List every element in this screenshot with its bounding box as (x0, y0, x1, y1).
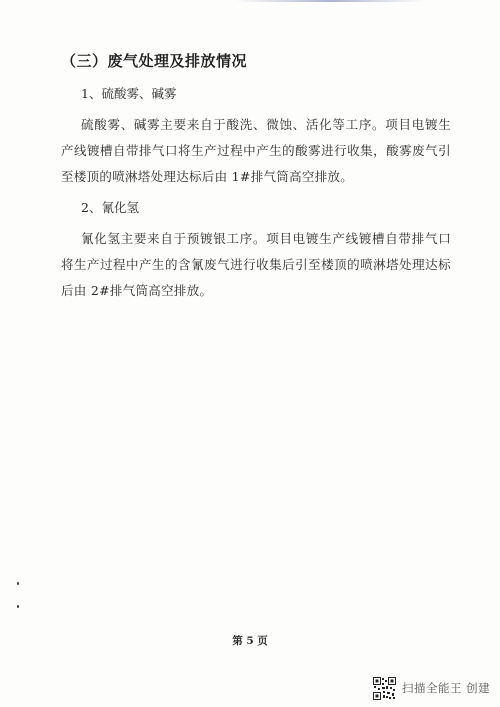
paragraph-2: 氰化氢主要来自于预镀银工序。项目电镀生产线镀槽自带排气口将生产过程中产生的含氰废气进行收集后引至楼顶的喷淋塔处理达标后由 2#排气筒高空排放。 (61, 231, 451, 298)
subsection-heading-2: 2、氰化氢 (81, 200, 139, 215)
subsection-heading-1: 1、硫酸雾、碱雾 (81, 86, 177, 101)
scan-speck-mark (17, 582, 19, 585)
scan-edge-line (235, 0, 425, 2)
document-content (61, 50, 451, 312)
section-heading: （三）废气处理及排放情况 (61, 52, 248, 70)
qr-code-icon (373, 677, 396, 700)
page-number: 第 5 页 (232, 635, 268, 647)
watermark-text: 扫描全能王 创建 (402, 681, 491, 695)
paragraph-1: 硫酸雾、碱雾主要来自于酸洗、微蚀、活化等工序。项目电镀生产线镀槽自带排气口将生产过程中产生的酸雾进行收集，酸雾废气引至楼顶的喷淋塔处理达标后由 1#排气筒高空排放。 (61, 117, 451, 184)
scan-speck-mark (17, 605, 19, 608)
scanner-watermark (373, 676, 490, 700)
